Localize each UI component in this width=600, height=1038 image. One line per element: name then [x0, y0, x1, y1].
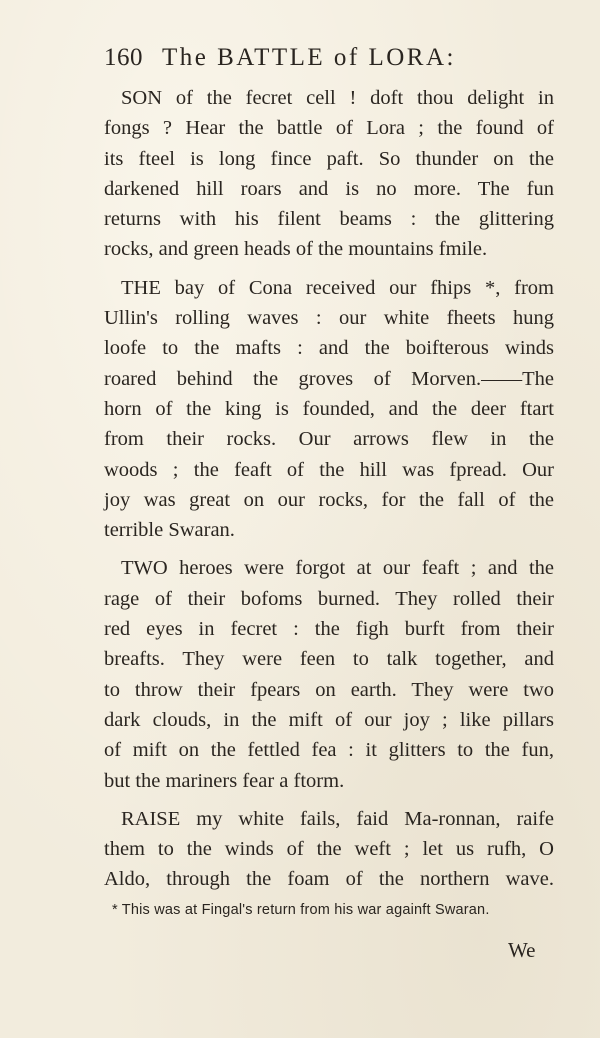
text-line: red eyes in fecret : the figh burft from their	[104, 618, 554, 641]
text-line: woods ; the feaft of the hill was fpread. Our	[104, 458, 554, 481]
text-line: rocks, and green heads of the mountains fmile.	[104, 238, 488, 261]
body-text	[104, 83, 554, 895]
text-line: returns with his filent beams : the glittering	[104, 208, 554, 231]
text-line: TWO heroes were forgot at our feaft ; and the	[121, 557, 554, 580]
text-line: loofe to the mafts : and the boifterous winds	[104, 337, 554, 360]
catchword: We	[508, 938, 536, 962]
text-line: Aldo, through the foam of the northern wave.	[104, 868, 554, 891]
text-line: THE bay of Cona received our fhips *, from	[121, 276, 554, 299]
running-head	[104, 44, 544, 78]
text-line: SON of the fecret cell ! doft thou delight in	[121, 87, 554, 109]
text-line: terrible Swaran.	[104, 519, 235, 542]
text-line: from their rocks. Our arrows flew in the	[104, 428, 554, 451]
text-line: but the mariners fear a ftorm.	[104, 769, 345, 792]
text-line: rage of their bofoms burned. They rolled their	[104, 587, 554, 610]
text-line: horn of the king is founded, and the deer ftart	[104, 397, 554, 420]
footnote: * This was at Fingal's return from his war againft Swaran.	[112, 902, 490, 918]
paragraph	[104, 804, 554, 895]
paragraph	[104, 553, 554, 795]
text-line: darkened hill roars and is no more. The fun	[104, 177, 554, 200]
text-line: its fteel is long fince paft. So thunder on the	[104, 147, 554, 170]
text-line: joy was great on our rocks, for the fall of the	[104, 488, 554, 511]
paragraph	[104, 273, 554, 546]
page-number: 160	[104, 44, 143, 71]
text-line: RAISE my white fails, faid Ma-ronnan, raife	[121, 807, 554, 830]
text-line: them to the winds of the weft ; let us rufh, O	[104, 838, 554, 861]
paragraph	[104, 83, 554, 265]
text-line: fongs ? Hear the battle of Lora ; the found of	[104, 117, 554, 140]
running-title: The BATTLE of LORA:	[162, 44, 456, 71]
text-line: Ullin's rolling waves : our white fheets hung	[104, 307, 554, 330]
text-line: dark clouds, in the mift of our joy ; like pillars	[104, 708, 554, 731]
text-line: breafts. They were feen to talk together, and	[104, 648, 554, 671]
text-line: of mift on the fettled fea : it glitters to the fun,	[104, 739, 554, 762]
text-line: to throw their fpears on earth. They were two	[104, 678, 554, 701]
text-line: roared behind the groves of Morven.——The	[104, 367, 554, 390]
